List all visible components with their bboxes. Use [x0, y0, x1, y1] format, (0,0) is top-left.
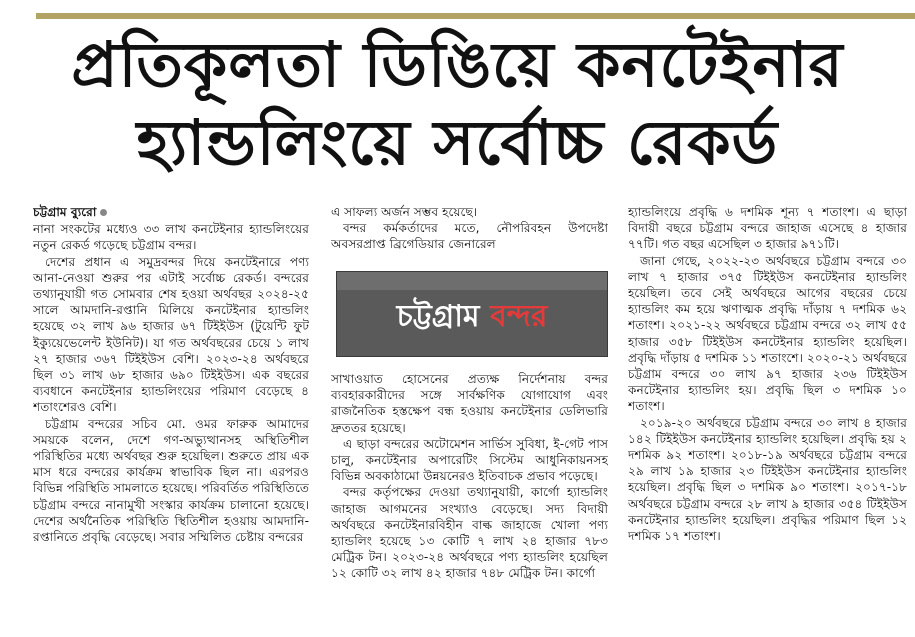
paragraph: বন্দর কর্মকর্তাদের মতে, নৌপরিবহন উপদেষ্টা অবসরপ্রাপ্ত ব্রিগেডিয়ার জেনারেল — [331, 221, 608, 252]
top-rule — [36, 13, 915, 19]
article-column-2-top — [331, 204, 608, 268]
article-column-2-bottom — [331, 371, 608, 637]
paragraph: নানা সংকটের মধ্যেও ৩৩ লাখ কনটেইনার হ্যান্ডলিংয়ের নতুন রেকর্ড গড়েছে চট্টগ্রাম বন্দর। — [33, 222, 309, 253]
paragraph: হ্যান্ডলিংয়ে প্রবৃদ্ধি ৬ দশমিক শূন্য ৭ শতাংশ। এ ছাড়া বিদায়ী বছরে চট্টগ্রাম বন্দরে জাহাজ এসেছে ৪ হাজার ৭৭টি। গত বছর এসেছিল ৩ হাজার ৯৭১টি। — [628, 205, 907, 252]
paragraph: সাখাওয়াত হোসেনের প্রত্যক্ষ নির্দেশনায় বন্দর ব্যবহারকারীদের সঙ্গে সার্বক্ষণিক যোগাযোগ এবং রাজনৈতিক হস্তক্ষেপ বন্ধ হওয়ায় কনটেইনার ডেলিভারি দ্রুততর হয়েছে। — [331, 372, 608, 435]
byline — [33, 204, 309, 220]
article-column-1 — [33, 204, 309, 637]
paragraph: জানা গেছে, ২০২২-২৩ অর্থবছরে চট্টগ্রাম বন্দরে ৩০ লাখ ৭ হাজার ৩৭৫ টিইইউস কনটেইনার হ্যান্ডলিং হয়েছিল। তবে সেই অর্থবছরে আগের বছরের চেয়ে হ্যান্ডলিং কম হয়ে ঋণাত্মক প্রবৃদ্ধি দাঁড়ায় ৭ দশমিক ৬২ শতাংশ। ২০২১-২২ অর্থবছরে চট্টগ্রাম বন্দরে ৩২ লাখ ৫৫ হাজার ৩৫৮ টিইইউস কনটেইনার হ্যান্ডলিং হয়েছিল। প্রবৃদ্ধি দাঁড়ায় ৫ দশমিক ১১ শতাংশে। ২০২০-২১ অর্থবছরে চট্টগ্রাম বন্দরে ৩০ লাখ ৯৭ হাজার ২৩৬ টিইইউস কনটেইনার হ্যান্ডলিং হয়। প্রবৃদ্ধি ছিল ৩ দশমিক ১০ শতাংশ। — [628, 253, 907, 414]
headline-line-2: হ্যান্ডলিংয়ে সর্বোচ্চ রেকর্ড — [136, 106, 779, 179]
paragraph: ২০১৯-২০ অর্থবছরে চট্টগ্রাম বন্দরে ৩০ লাখ ৪ হাজার ১৪২ টিইইউস কনটেইনার হ্যান্ডলিং হয়েছিল। প্রবৃদ্ধি হয় ২ দশমিক ৯২ শতাংশ। ২০১৮-১৯ অর্থবছরে চট্টগ্রাম বন্দরে ২৯ লাখ ১৯ হাজার ২৩ টিইইউস কনটেইনার হ্যান্ডলিং হয়েছিল। প্রবৃদ্ধি ছিল ৩ দশমিক ৯০ শতাংশ। ২০১৭-১৮ অর্থবছরে চট্টগ্রাম বন্দরে ২৮ লাখ ৯ হাজার ৩৫৪ টিইইউস কনটেইনার হ্যান্ডলিং হয়েছিল। প্রবৃদ্ধির পরিমাণ ছিল ১২ দশমিক ১৭ শতাংশ। — [628, 415, 907, 544]
paragraph: চট্টগ্রাম বন্দরের সচিব মো. ওমর ফারুক আমাদের সময়কে বলেন, দেশে গণ-অভ্যুত্থানসহ অস্থিতিশীল পরিস্থিতির মধ্যে অর্থবছর শুরু হয়েছিল। শুরুতে প্রায় এক মাস ধরে বন্দরের কার্যক্রম স্বাভাবিক ছিল না। এরপরও বিভিন্ন পরিস্থিতি সামলাতে হয়েছে। পরিবর্তিত পরিস্থিতিতে চট্টগ্রাম বন্দরে নানামুখী সংস্কার কার্যক্রম চালানো হয়েছে। দেশের অর্থনৈতিক পরিস্থিতি স্থিতিশীল হওয়ায় আমদানি-রপ্তানিতে প্রবৃদ্ধি বেড়েছে। সবার সম্মিলিত চেষ্টায় বন্দরের — [33, 416, 309, 545]
photo-sky — [337, 272, 607, 290]
photo-caption-white: চট্টগ্রাম — [396, 299, 480, 334]
paragraph: এ ছাড়া বন্দরের অটোমেশন সার্ভিস সুবিধা, ই-গেট পাস চালু, কনটেইনার অপারেটিং সিস্টেম আধুনিকায়নসহ বিভিন্ন অবকাঠামো উন্নয়নেরও ইতিবাচক প্রভাব পড়েছে। — [331, 436, 608, 484]
byline-dot-icon — [100, 209, 107, 216]
paragraph: এ সাফল্য অর্জন সম্ভব হয়েছে। — [331, 205, 478, 219]
paragraph: দেশের প্রধান এ সমুদ্রবন্দর দিয়ে কনটেইনারে পণ্য আনা-নেওয়া শুরুর পর এটাই সর্বোচ্চ রেকর্ড। বন্দরের তথ্যানুযায়ী গত সোমবার শেষ হওয়া অর্থবছর ২০২৪-২৫ সালে আমদানি-রপ্তানি মিলিয়ে কনটেইনার হ্যান্ডলিং হয়েছে ৩২ লাখ ৯৬ হাজার ৬৭ টিইইউস (টুয়েন্টি ফুট ইক্যুয়েভেলেন্ট ইউনিট)। যা গত অর্থবছরের চেয়ে ১ লাখ ২৭ হাজার ৩৬৭ টিইইউস বেশি। ২০২৩-২৪ অর্থবছরে ছিল ৩১ লাখ ৬৮ হাজার ৬৯০ টিইইউস। এক বছরের ব্যবধানে কনটেইনার হ্যান্ডলিংয়ের পরিমাণ বেড়েছে ৪ শতাংশেরও বেশি। — [33, 254, 309, 415]
byline-text: চট্টগ্রাম ব্যুরো — [33, 205, 97, 219]
article-photo — [336, 271, 608, 357]
headline-line-1: প্রতিকূলতা ডিঙিয়ে কনটেইনার — [71, 28, 844, 101]
photo-caption — [337, 292, 607, 343]
article-column-3 — [628, 204, 907, 637]
paragraph: বন্দর কর্তৃপক্ষের দেওয়া তথ্যানুযায়ী, কার্গো হ্যান্ডলিং জাহাজ আগমনের সংখ্যাও বেড়েছে। সদ্য বিদায়ী অর্থবছরে কনটেইনারবিহীন বাল্ক জাহাজে খোলা পণ্য হ্যান্ডলিং হয়েছে ১৩ কোটি ৭ লাখ ২৪ হাজার ৭৮৩ মেট্রিক টন। ২০২৩-২৪ অর্থবছরে পণ্য হ্যান্ডলিং হয়েছিল ১২ কোটি ৩২ লাখ ৪২ হাজার ৭৪৮ মেট্রিক টন। কার্গো — [331, 485, 608, 581]
photo-caption-red: বন্দর — [490, 299, 548, 334]
